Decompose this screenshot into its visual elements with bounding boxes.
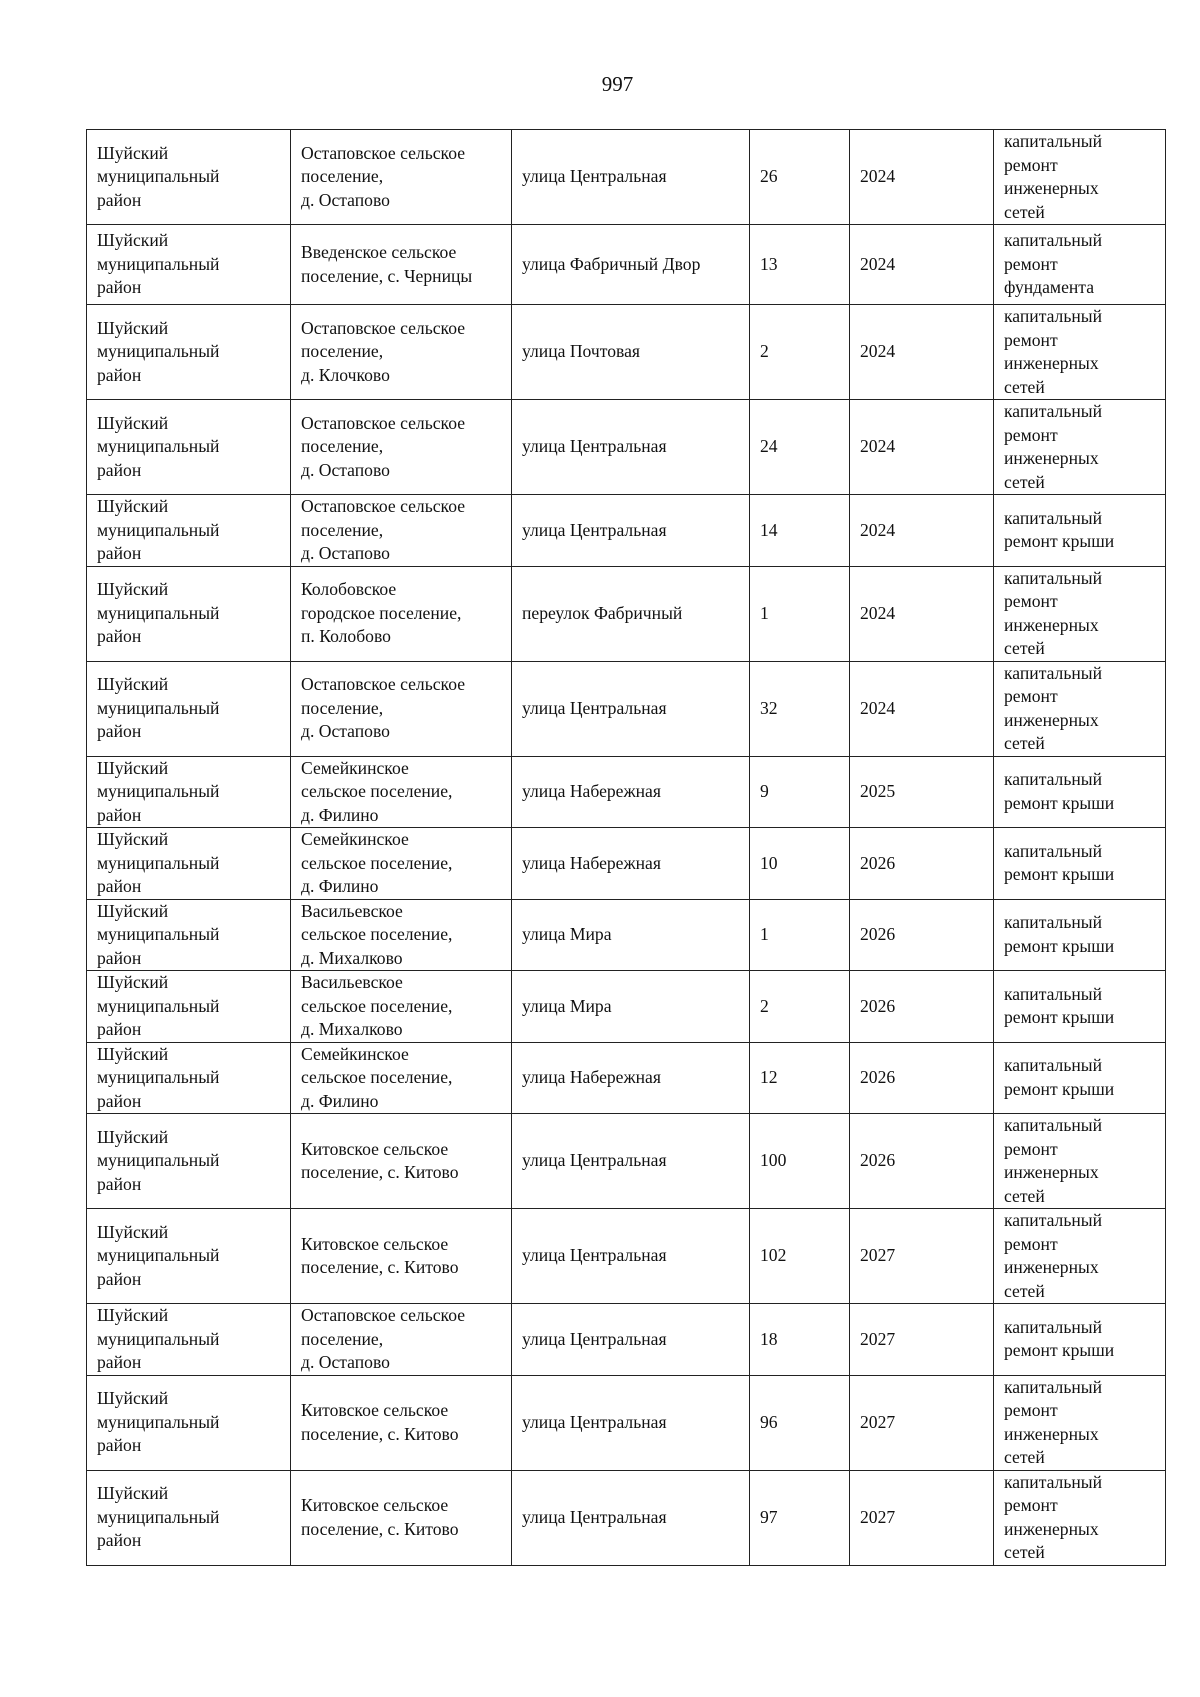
district-cell: Шуйский муниципальный район: [87, 566, 291, 661]
street-cell: улица Центральная: [512, 661, 750, 756]
district-cell: Шуйский муниципальный район: [87, 1042, 291, 1114]
district-cell: Шуйский муниципальный район: [87, 971, 291, 1043]
table-row: [87, 225, 1166, 305]
work-type-cell: капитальный ремонт крыши: [994, 1042, 1166, 1114]
table-row: [87, 1114, 1166, 1209]
page-number: 997: [601, 72, 634, 96]
district-cell: Шуйский муниципальный район: [87, 1209, 291, 1304]
work-type-cell: капитальный ремонт инженерных сетей: [994, 130, 1166, 225]
street-cell: улица Центральная: [512, 1209, 750, 1304]
table-row: [87, 1042, 1166, 1114]
table-row: [87, 756, 1166, 828]
street-cell: улица Фабричный Двор: [512, 225, 750, 305]
settlement-cell: Остаповское сельское поселение, д. Остапово: [291, 1304, 512, 1376]
year-cell: 2026: [850, 1042, 994, 1114]
house-number-cell: 2: [750, 971, 850, 1043]
street-cell: улица Центральная: [512, 400, 750, 495]
street-cell: улица Почтовая: [512, 305, 750, 400]
district-cell: Шуйский муниципальный район: [87, 130, 291, 225]
work-type-cell: капитальный ремонт инженерных сетей: [994, 661, 1166, 756]
house-number-cell: 18: [750, 1304, 850, 1376]
table-row: [87, 828, 1166, 900]
work-type-cell: капитальный ремонт инженерных сетей: [994, 400, 1166, 495]
street-cell: улица Мира: [512, 899, 750, 971]
table-row: [87, 971, 1166, 1043]
district-cell: Шуйский муниципальный район: [87, 661, 291, 756]
registry-table: [86, 129, 1166, 1566]
house-number-cell: 2: [750, 305, 850, 400]
street-cell: улица Центральная: [512, 1375, 750, 1470]
table-row: [87, 661, 1166, 756]
work-type-cell: капитальный ремонт крыши: [994, 495, 1166, 567]
house-number-cell: 1: [750, 899, 850, 971]
district-cell: Шуйский муниципальный район: [87, 899, 291, 971]
settlement-cell: Васильевское сельское поселение, д. Михалково: [291, 899, 512, 971]
work-type-cell: капитальный ремонт инженерных сетей: [994, 1114, 1166, 1209]
table-row: [87, 1470, 1166, 1565]
year-cell: 2027: [850, 1470, 994, 1565]
year-cell: 2026: [850, 971, 994, 1043]
house-number-cell: 24: [750, 400, 850, 495]
street-cell: улица Центральная: [512, 495, 750, 567]
street-cell: улица Центральная: [512, 1470, 750, 1565]
table-row: [87, 305, 1166, 400]
year-cell: 2027: [850, 1304, 994, 1376]
table-row: [87, 1375, 1166, 1470]
district-cell: Шуйский муниципальный район: [87, 828, 291, 900]
settlement-cell: Остаповское сельское поселение, д. Остапово: [291, 661, 512, 756]
settlement-cell: Китовское сельское поселение, с. Китово: [291, 1470, 512, 1565]
house-number-cell: 10: [750, 828, 850, 900]
house-number-cell: 26: [750, 130, 850, 225]
settlement-cell: Колобовское городское поселение, п. Колобово: [291, 566, 512, 661]
district-cell: Шуйский муниципальный район: [87, 1470, 291, 1565]
house-number-cell: 9: [750, 756, 850, 828]
house-number-cell: 100: [750, 1114, 850, 1209]
street-cell: улица Набережная: [512, 828, 750, 900]
year-cell: 2024: [850, 495, 994, 567]
work-type-cell: капитальный ремонт крыши: [994, 971, 1166, 1043]
work-type-cell: капитальный ремонт инженерных сетей: [994, 566, 1166, 661]
year-cell: 2025: [850, 756, 994, 828]
street-cell: улица Центральная: [512, 1304, 750, 1376]
district-cell: Шуйский муниципальный район: [87, 1375, 291, 1470]
year-cell: 2027: [850, 1209, 994, 1304]
year-cell: 2027: [850, 1375, 994, 1470]
house-number-cell: 1: [750, 566, 850, 661]
table-row: [87, 130, 1166, 225]
work-type-cell: капитальный ремонт фундамента: [994, 225, 1166, 305]
settlement-cell: Введенское сельское поселение, с. Черницы: [291, 225, 512, 305]
work-type-cell: капитальный ремонт крыши: [994, 899, 1166, 971]
table-row: [87, 899, 1166, 971]
registry-table-body: [87, 130, 1166, 1566]
district-cell: Шуйский муниципальный район: [87, 225, 291, 305]
house-number-cell: 13: [750, 225, 850, 305]
year-cell: 2024: [850, 225, 994, 305]
work-type-cell: капитальный ремонт инженерных сетей: [994, 305, 1166, 400]
year-cell: 2026: [850, 828, 994, 900]
street-cell: улица Мира: [512, 971, 750, 1043]
table-row: [87, 1304, 1166, 1376]
year-cell: 2024: [850, 305, 994, 400]
district-cell: Шуйский муниципальный район: [87, 495, 291, 567]
year-cell: 2024: [850, 130, 994, 225]
house-number-cell: 14: [750, 495, 850, 567]
settlement-cell: Остаповское сельское поселение, д. Остапово: [291, 400, 512, 495]
year-cell: 2026: [850, 899, 994, 971]
work-type-cell: капитальный ремонт инженерных сетей: [994, 1375, 1166, 1470]
district-cell: Шуйский муниципальный район: [87, 400, 291, 495]
district-cell: Шуйский муниципальный район: [87, 1114, 291, 1209]
table-row: [87, 495, 1166, 567]
house-number-cell: 32: [750, 661, 850, 756]
street-cell: улица Центральная: [512, 1114, 750, 1209]
house-number-cell: 102: [750, 1209, 850, 1304]
table-row: [87, 566, 1166, 661]
house-number-cell: 96: [750, 1375, 850, 1470]
district-cell: Шуйский муниципальный район: [87, 756, 291, 828]
street-cell: улица Набережная: [512, 1042, 750, 1114]
table-row: [87, 1209, 1166, 1304]
settlement-cell: Остаповское сельское поселение, д. Остапово: [291, 495, 512, 567]
work-type-cell: капитальный ремонт инженерных сетей: [994, 1209, 1166, 1304]
house-number-cell: 97: [750, 1470, 850, 1565]
settlement-cell: Васильевское сельское поселение, д. Михалково: [291, 971, 512, 1043]
settlement-cell: Китовское сельское поселение, с. Китово: [291, 1375, 512, 1470]
settlement-cell: Китовское сельское поселение, с. Китово: [291, 1114, 512, 1209]
settlement-cell: Семейкинское сельское поселение, д. Филино: [291, 1042, 512, 1114]
year-cell: 2024: [850, 400, 994, 495]
year-cell: 2024: [850, 661, 994, 756]
work-type-cell: капитальный ремонт крыши: [994, 1304, 1166, 1376]
street-cell: улица Набережная: [512, 756, 750, 828]
settlement-cell: Остаповское сельское поселение, д. Клочково: [291, 305, 512, 400]
house-number-cell: 12: [750, 1042, 850, 1114]
street-cell: улица Центральная: [512, 130, 750, 225]
work-type-cell: капитальный ремонт крыши: [994, 756, 1166, 828]
street-cell: переулок Фабричный: [512, 566, 750, 661]
settlement-cell: Китовское сельское поселение, с. Китово: [291, 1209, 512, 1304]
year-cell: 2024: [850, 566, 994, 661]
district-cell: Шуйский муниципальный район: [87, 1304, 291, 1376]
table-row: [87, 400, 1166, 495]
work-type-cell: капитальный ремонт крыши: [994, 828, 1166, 900]
settlement-cell: Семейкинское сельское поселение, д. Филино: [291, 756, 512, 828]
settlement-cell: Семейкинское сельское поселение, д. Филино: [291, 828, 512, 900]
year-cell: 2026: [850, 1114, 994, 1209]
settlement-cell: Остаповское сельское поселение, д. Остапово: [291, 130, 512, 225]
work-type-cell: капитальный ремонт инженерных сетей: [994, 1470, 1166, 1565]
district-cell: Шуйский муниципальный район: [87, 305, 291, 400]
